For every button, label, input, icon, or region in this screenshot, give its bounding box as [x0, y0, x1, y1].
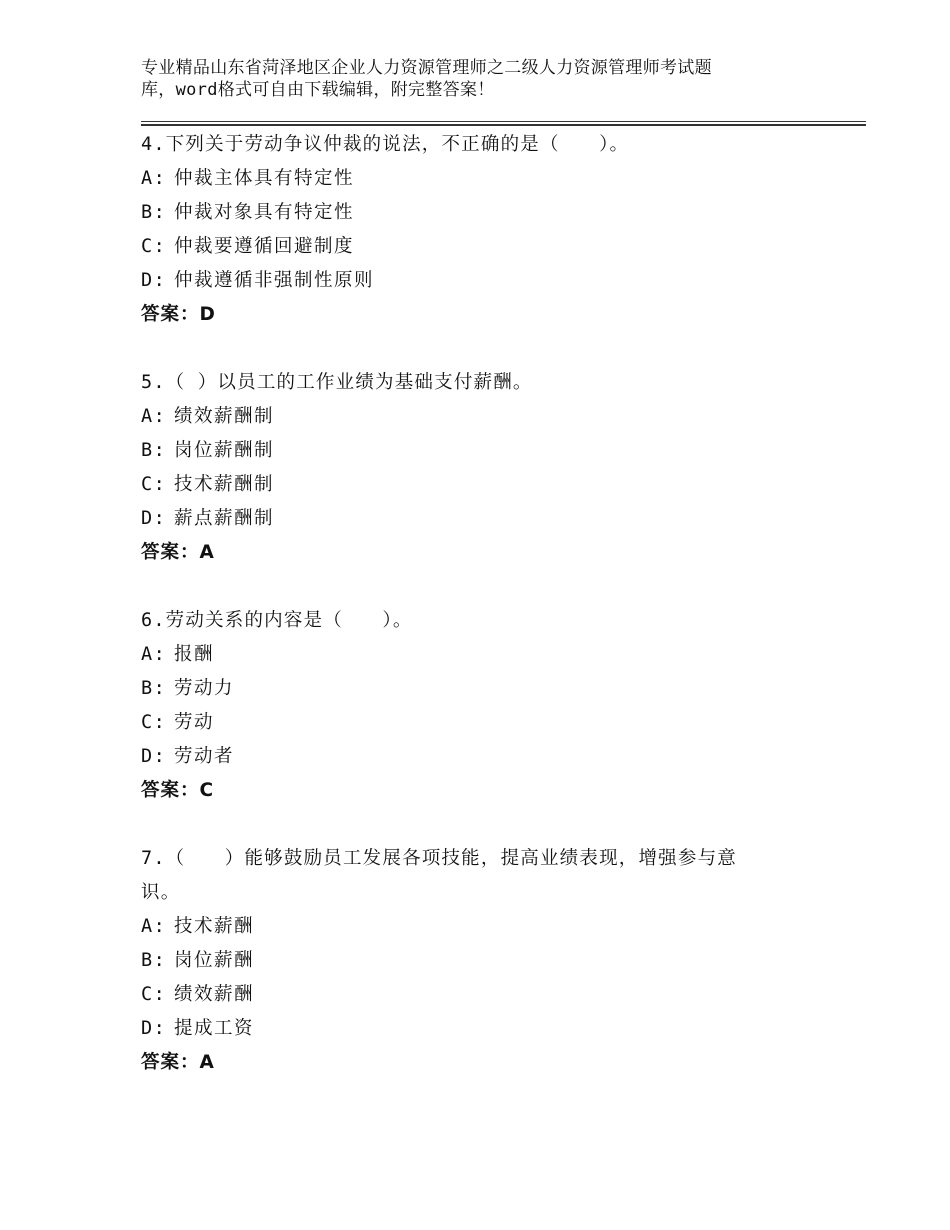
option-key: A:: [141, 406, 167, 427]
option-key: B:: [141, 678, 167, 699]
option-key: D:: [141, 270, 167, 291]
option-b: [141, 672, 841, 706]
question-stem-line: 6.劳动关系的内容是（ ）。: [141, 610, 413, 631]
option-b: [141, 434, 841, 468]
question-stem-line: 4.下列关于劳动争议仲裁的说法，不正确的是（ ）。: [141, 134, 630, 155]
answer-label: 答案：C: [141, 780, 215, 801]
option-key: A:: [141, 916, 167, 937]
header-title-line-1: 专业精品山东省菏泽地区企业人力资源管理师之二级人力资源管理师考试题: [141, 58, 712, 78]
option-text: 仲裁遵循非强制性原则: [174, 270, 375, 291]
option-key: C:: [141, 474, 167, 495]
question-4: [141, 128, 841, 332]
option-c: [141, 230, 841, 264]
option-key: B:: [141, 202, 167, 223]
option-key: B:: [141, 950, 167, 971]
option-a: [141, 910, 841, 944]
option-text: 岗位薪酬: [174, 950, 255, 971]
option-text: 仲裁对象具有特定性: [174, 202, 355, 223]
option-text: 仲裁要遵循回避制度: [174, 236, 355, 257]
question-stem-line: 5.（ ）以员工的工作业绩为基础支付薪酬。: [141, 372, 533, 393]
question-stem: [141, 128, 841, 162]
question-stem: [141, 604, 841, 638]
option-c: [141, 468, 841, 502]
option-d: [141, 1012, 841, 1046]
option-text: 报酬: [174, 644, 215, 665]
question-stem-line: 7.（ ）能够鼓励员工发展各项技能，提高业绩表现，增强参与意: [141, 848, 737, 869]
option-key: A:: [141, 168, 167, 189]
option-text: 仲裁主体具有特定性: [174, 168, 355, 189]
option-text: 绩效薪酬制: [174, 406, 275, 427]
header-title-line-2: 库，word格式可自由下载编辑，附完整答案！: [141, 80, 495, 100]
option-key: D:: [141, 1018, 167, 1039]
answer-label: 答案：D: [141, 304, 216, 325]
option-text: 技术薪酬制: [174, 474, 275, 495]
option-text: 劳动者: [174, 746, 235, 767]
option-text: 劳动力: [174, 678, 235, 699]
option-text: 技术薪酬: [174, 916, 255, 937]
answer-label: 答案：A: [141, 1052, 215, 1073]
option-b: [141, 196, 841, 230]
question-stem: [141, 842, 841, 910]
option-c: [141, 978, 841, 1012]
question-stem-line: 识。: [141, 882, 181, 903]
option-text: 提成工资: [174, 1018, 255, 1039]
option-a: [141, 162, 841, 196]
option-key: C:: [141, 712, 167, 733]
option-key: D:: [141, 508, 167, 529]
question-stem: [141, 366, 841, 400]
option-d: [141, 264, 841, 298]
question-6: [141, 604, 841, 808]
option-text: 绩效薪酬: [174, 984, 255, 1005]
option-key: A:: [141, 644, 167, 665]
option-c: [141, 706, 841, 740]
option-a: [141, 638, 841, 672]
option-key: C:: [141, 984, 167, 1005]
option-d: [141, 740, 841, 774]
option-a: [141, 400, 841, 434]
option-key: B:: [141, 440, 167, 461]
option-b: [141, 944, 841, 978]
option-d: [141, 502, 841, 536]
question-list: [141, 128, 841, 1114]
option-text: 劳动: [174, 712, 215, 733]
option-key: C:: [141, 236, 167, 257]
option-key: D:: [141, 746, 167, 767]
document-header: [141, 57, 841, 101]
option-text: 薪点薪酬制: [174, 508, 275, 529]
question-5: [141, 366, 841, 570]
option-text: 岗位薪酬制: [174, 440, 275, 461]
header-divider-thick: [141, 124, 866, 126]
question-7: [141, 842, 841, 1080]
answer-label: 答案：A: [141, 542, 215, 563]
header-divider-thin: [141, 121, 866, 122]
